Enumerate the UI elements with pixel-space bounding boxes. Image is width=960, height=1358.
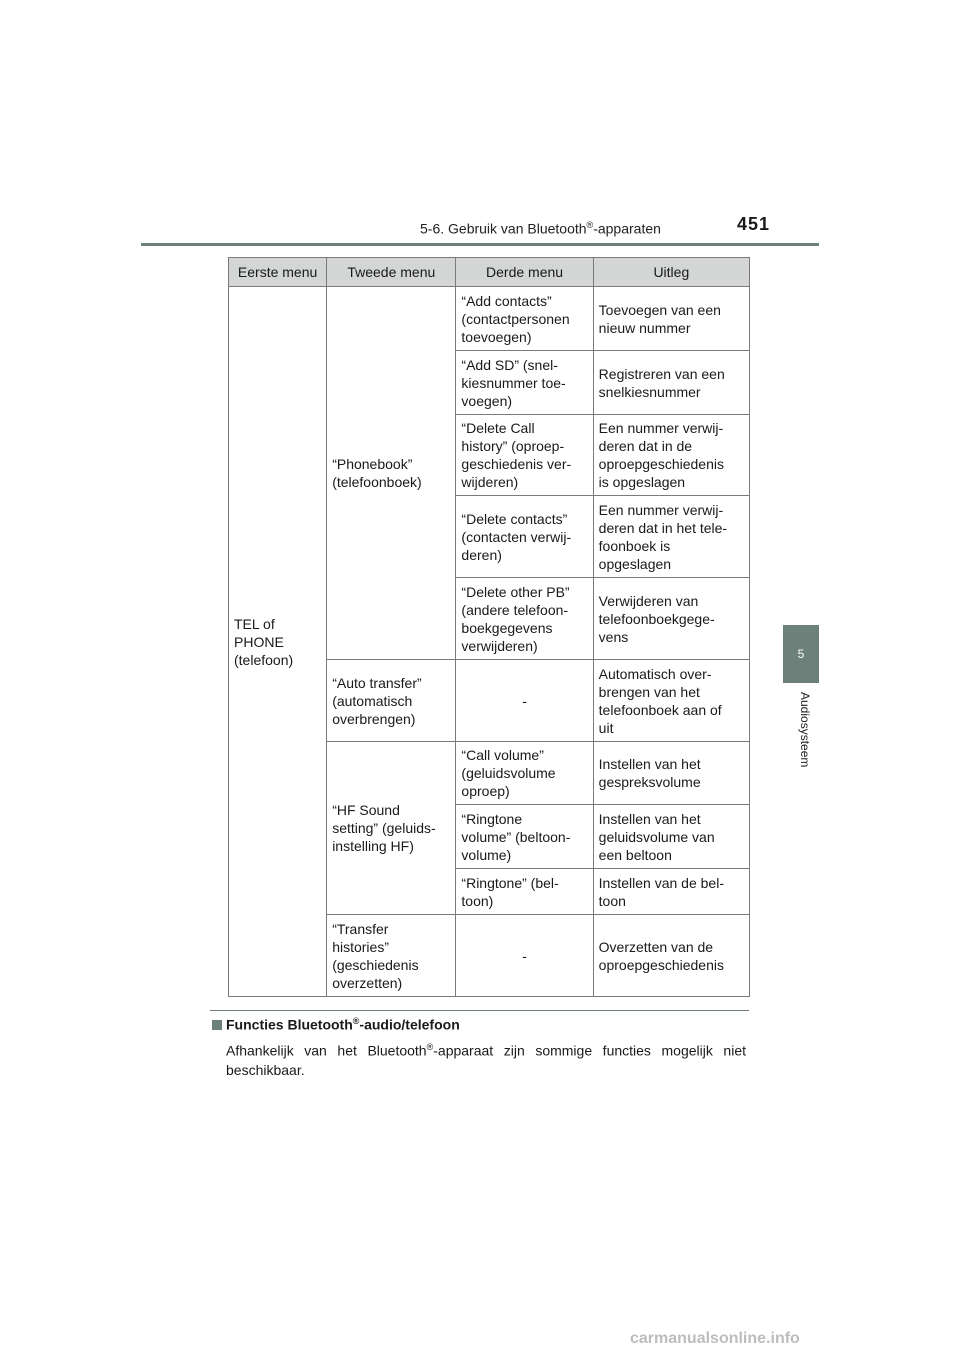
explanation-cell: Registreren van een snelkiesnummer — [593, 351, 749, 415]
first-menu-cell: TEL of PHONE (telefoon) — [229, 287, 327, 997]
section-title — [212, 1016, 460, 1033]
third-menu-cell: “Delete Call history” (oproep- geschiedenis ver- wijderen) — [456, 415, 593, 496]
third-menu-cell: “Ringtone” (bel- toon) — [456, 869, 593, 915]
third-menu-cell: “Add contacts” (contactpersonen toevoegen) — [456, 287, 593, 351]
header-cell: Tweede menu — [327, 258, 456, 287]
registered-mark: ® — [426, 1042, 434, 1052]
header-cell: Derde menu — [456, 258, 593, 287]
section-suffix: -apparaten — [593, 220, 661, 237]
page-number: 451 — [737, 214, 771, 234]
watermark: carmanualsonline.info — [630, 1330, 800, 1347]
chapter-tab: 5 — [783, 625, 819, 683]
header-cell: Eerste menu — [229, 258, 327, 287]
section-header — [420, 220, 661, 237]
second-menu-cell: “HF Sound setting” (geluids- instelling HF) — [327, 742, 456, 915]
square-bullet-icon — [212, 1020, 222, 1030]
second-menu-cell: “Auto transfer” (automatisch overbrengen) — [327, 660, 456, 742]
third-menu-cell: “Call volume” (geluidsvolume oproep) — [456, 742, 593, 805]
third-menu-cell: “Add SD” (snel- kiesnummer toe- voegen) — [456, 351, 593, 415]
header-rule — [141, 243, 819, 246]
body-suffix: -apparaat zijn sommige functies mogelijk niet beschikbaar. — [226, 1042, 746, 1078]
explanation-cell: Automatisch over- brengen van het telefoonboek aan of uit — [593, 660, 749, 742]
registered-mark: ® — [352, 1016, 360, 1026]
registered-mark: ® — [586, 220, 594, 230]
explanation-cell: Verwijderen van telefoonboekgege- vens — [593, 578, 749, 660]
section-title-suffix: -audio/telefoon — [359, 1016, 460, 1033]
explanation-cell: Instellen van het geluidsvolume van een beltoon — [593, 805, 749, 869]
explanation-cell: Toevoegen van een nieuw nummer — [593, 287, 749, 351]
third-menu-cell: - — [456, 915, 593, 997]
third-menu-cell: “Ringtone volume” (beltoon- volume) — [456, 805, 593, 869]
section-prefix: 5-6. Gebruik van Bluetooth — [420, 220, 587, 237]
explanation-cell: Een nummer verwij- deren dat in de oproepgeschiedenis is opgeslagen — [593, 415, 749, 496]
third-menu-cell: “Delete other PB” (andere telefoon- boekgegevens verwijderen) — [456, 578, 593, 660]
explanation-cell: Overzetten van de oproepgeschiedenis — [593, 915, 749, 997]
second-menu-cell: “Transfer histories” (geschiedenis overzetten) — [327, 915, 456, 997]
explanation-cell: Instellen van het gespreksvolume — [593, 742, 749, 805]
table-row — [229, 287, 750, 351]
explanation-cell: Een nummer verwij- deren dat in het tele- foonboek is opgeslagen — [593, 496, 749, 578]
second-menu-cell: “Phonebook” (telefoonboek) — [327, 287, 456, 660]
section-title-prefix: Functies Bluetooth — [226, 1016, 353, 1033]
chapter-label: Audiosysteem — [798, 692, 812, 768]
header-cell: Uitleg — [593, 258, 749, 287]
body-prefix: Afhankelijk van het Bluetooth — [226, 1042, 427, 1059]
table-header-row — [229, 258, 750, 287]
third-menu-cell: “Delete contacts” (contacten verwij- deren) — [456, 496, 593, 578]
section-body — [226, 1038, 746, 1080]
section-rule — [210, 1010, 749, 1011]
explanation-cell: Instellen van de bel- toon — [593, 869, 749, 915]
menu-table — [228, 257, 750, 997]
third-menu-cell: - — [456, 660, 593, 742]
